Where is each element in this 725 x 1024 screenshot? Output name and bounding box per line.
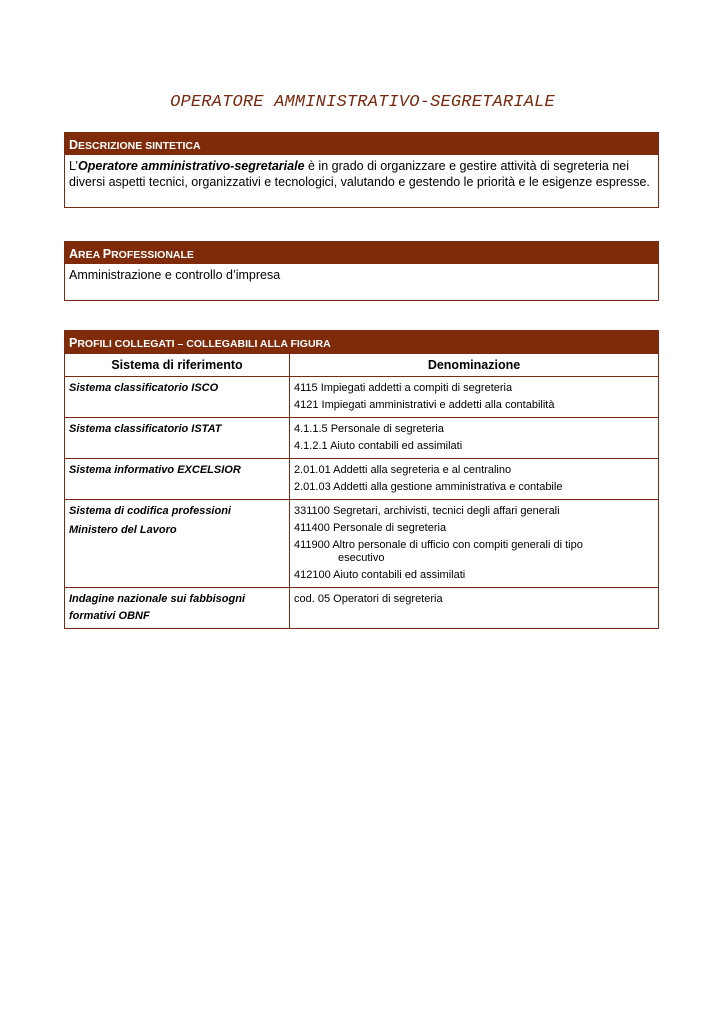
denominazione-item: 411400 Personale di segreteria xyxy=(294,522,447,534)
sistema-cell xyxy=(65,588,290,629)
denominazione-cell xyxy=(290,459,659,500)
denominazione-item: 331100 Segretari, archivisti, tecnici degli affari generali xyxy=(294,505,560,517)
col-header-denominazione: Denominazione xyxy=(290,354,659,377)
denominazione-item: 4.1.1.5 Personale di segreteria xyxy=(294,423,444,435)
profili-table xyxy=(65,353,658,628)
denominazione-cell xyxy=(290,500,659,588)
descrizione-section xyxy=(64,132,659,208)
denominazione-item: 2.01.03 Addetti alla gestione amministrativa e contabile xyxy=(294,481,563,493)
sistema-cell xyxy=(65,459,290,500)
sistema-cell xyxy=(65,500,290,588)
denominazione-item: cod. 05 Operatori di segreteria xyxy=(294,593,443,605)
table-row xyxy=(65,377,658,418)
denominazione-item: 2.01.01 Addetti alla segreteria e al centralino xyxy=(294,464,512,476)
area-header: AREA PROFESSIONALE xyxy=(65,242,658,264)
sistema-label: Indagine nazionale sui fabbisogni formativi OBNF xyxy=(69,593,246,622)
denominazione-item: 411900 Altro personale di ufficio con compiti generali di tipo xyxy=(294,539,583,551)
sistema-label: Sistema informativo EXCELSIOR xyxy=(69,464,241,476)
table-row xyxy=(65,588,658,629)
sistema-label: Ministero del Lavoro xyxy=(69,524,177,536)
area-text: Amministrazione e controllo d’impresa xyxy=(69,268,281,282)
profili-header: PROFILI COLLEGATI – COLLEGABILI ALLA FIGURA xyxy=(65,331,658,353)
denominazione-item: 4115 Impiegati addetti a compiti di segreteria xyxy=(294,382,513,394)
denominazione-item: 4121 Impiegati amministrativi e addetti alla contabilità xyxy=(294,399,555,411)
denominazione-cell xyxy=(290,418,659,459)
sistema-label: Sistema di codifica professioni xyxy=(69,505,231,517)
table-row xyxy=(65,459,658,500)
sistema-cell xyxy=(65,418,290,459)
table-row xyxy=(65,500,658,588)
col-header-sistema: Sistema di riferimento xyxy=(65,354,290,377)
sistema-label: Sistema classificatorio ISCO xyxy=(69,382,219,394)
denominazione-item: 412100 Aiuto contabili ed assimilati xyxy=(294,569,466,581)
denominazione-cell xyxy=(290,588,659,629)
descrizione-header: DESCRIZIONE SINTETICA xyxy=(65,133,658,155)
page-title: OPERATORE AMMINISTRATIVO-SEGRETARIALE xyxy=(170,93,555,112)
denominazione-cell xyxy=(290,377,659,418)
sistema-cell xyxy=(65,377,290,418)
denominazione-item: esecutivo xyxy=(338,552,385,564)
sistema-label: Sistema classificatorio ISTAT xyxy=(69,423,222,435)
denominazione-item: 4.1.2.1 Aiuto contabili ed assimilati xyxy=(294,440,463,452)
area-section xyxy=(64,241,659,301)
profili-section xyxy=(64,330,659,629)
descrizione-text: L’Operatore amministrativo-segretariale è in grado di organizzare e gestire attività di segreteria nei diversi aspetti tecnici, organizzativi e tecnologici, valutando e gestendo le priorità e le esigenze espresse. xyxy=(69,159,650,189)
table-row xyxy=(65,418,658,459)
